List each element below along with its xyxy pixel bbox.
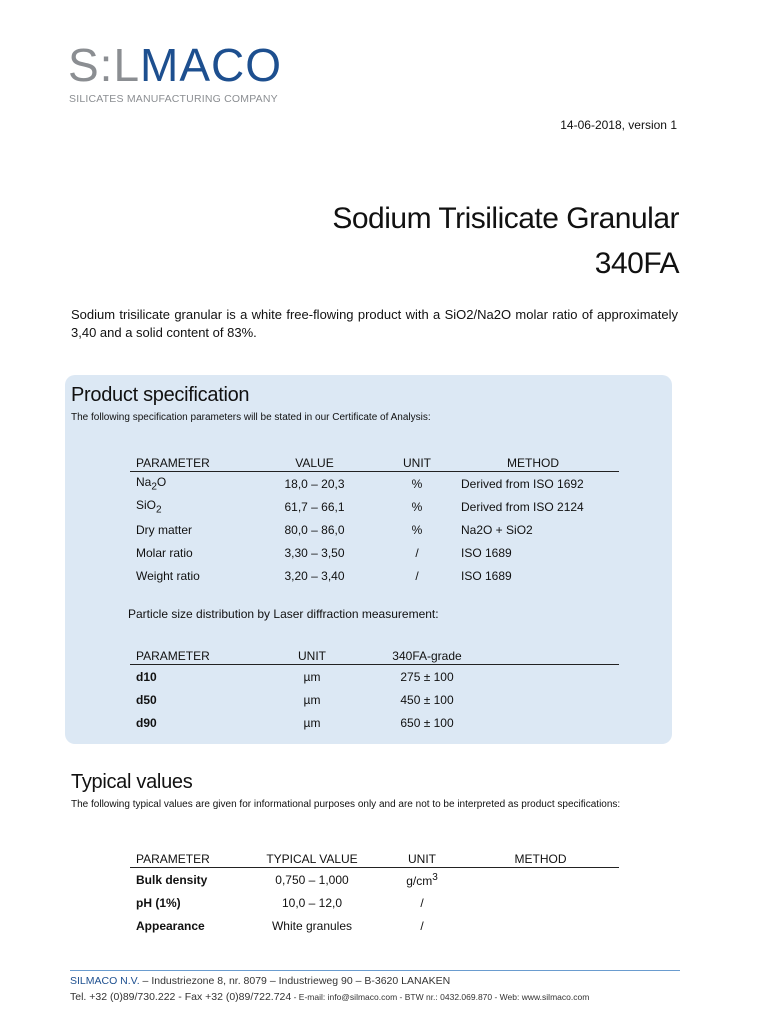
method-cell — [462, 891, 619, 914]
typical-note: The following typical values are given for informational purposes only and are not to be interpreted as product specifications: — [71, 799, 621, 810]
logo-tagline: SILICATES MANUFACTURING COMPANY — [69, 93, 278, 105]
value-cell: 3,30 – 3,50 — [284, 545, 345, 560]
value-cell: 0,750 – 1,000 — [275, 872, 349, 887]
param-cell: Molar ratio — [136, 545, 193, 560]
method-cell: Na2O + SiO2 — [461, 522, 533, 537]
method-cell — [462, 914, 619, 937]
psd-title: Particle size distribution by Laser diffraction measurement: — [128, 607, 439, 621]
value-cell: 18,0 – 20,3 — [284, 476, 345, 491]
param-cell: Weight ratio — [136, 568, 200, 583]
unit-cell: $g/cm^3$ — [406, 871, 438, 888]
param-cell: pH (1%) — [136, 895, 181, 910]
table-row — [130, 914, 619, 937]
method-cell: Derived from ISO 1692 — [461, 476, 584, 491]
spec-table-header — [130, 455, 619, 472]
unit-cell: / — [420, 918, 424, 933]
value-cell: 650 ± 100 — [400, 715, 454, 730]
logo-wordmark-blue: MACO — [140, 39, 283, 91]
header-parameter: PARAMETER — [130, 648, 242, 665]
empty-cell — [472, 688, 619, 711]
logo-wordmark — [68, 40, 282, 90]
table-row — [130, 495, 619, 518]
unit-cell: % — [411, 522, 423, 537]
param-cell: Bulk density — [136, 872, 208, 887]
method-cell — [462, 868, 619, 892]
footer-contact-line — [70, 991, 589, 1003]
value-cell: 450 ± 100 — [400, 692, 454, 707]
value-cell: White granules — [271, 918, 353, 933]
header-unit: UNIT — [242, 648, 382, 665]
table-row — [130, 518, 619, 541]
unit-cell: / — [415, 545, 419, 560]
typical-heading: Typical values — [71, 771, 193, 793]
header-method: METHOD — [447, 455, 619, 472]
footer-address: – Industriezone 8, nr. 8079 – Industrieweg 90 – B-3620 LANAKEN — [139, 975, 451, 987]
logo-wordmark-gray: S:L — [68, 39, 141, 91]
footer-contact-small: - E-mail: info@silmaco.com - BTW nr.: 0432.069.870 - Web: www.silmaco.com — [291, 992, 590, 1002]
table-row — [130, 868, 619, 892]
typical-table — [130, 851, 619, 937]
param-cell: d50 — [136, 692, 157, 707]
header-empty — [472, 648, 619, 665]
table-row — [130, 688, 619, 711]
spec-table — [130, 455, 619, 587]
header-parameter: PARAMETER — [130, 851, 242, 868]
psd-table — [130, 648, 619, 734]
header-grade: 340FA-grade — [382, 648, 472, 665]
document-title: Sodium Trisilicate Granular — [332, 202, 679, 235]
param-cell: Appearance — [136, 918, 205, 933]
header-parameter: PARAMETER — [130, 455, 242, 472]
table-row — [130, 564, 619, 587]
param-cell: d90 — [136, 715, 157, 730]
table-row — [130, 541, 619, 564]
param-cell: $Na_2O$ — [136, 474, 167, 493]
footer-address-line — [70, 975, 450, 987]
method-cell: ISO 1689 — [461, 568, 512, 583]
footer-divider — [70, 970, 680, 971]
value-cell: 61,7 – 66,1 — [284, 499, 345, 514]
unit-cell: µm — [303, 692, 321, 707]
param-cell: Dry matter — [136, 522, 193, 537]
param-cell: SiO$_2$ — [136, 497, 162, 516]
header-unit: UNIT — [387, 455, 447, 472]
header-unit: UNIT — [382, 851, 462, 868]
unit-cell: % — [411, 499, 423, 514]
empty-cell — [472, 711, 619, 734]
table-row — [130, 891, 619, 914]
document-title-code: 340FA — [594, 247, 679, 280]
unit-cell: µm — [303, 669, 321, 684]
unit-cell: % — [411, 476, 423, 491]
table-row — [130, 711, 619, 734]
psd-table-header — [130, 648, 619, 665]
header-typical-value: TYPICAL VALUE — [242, 851, 382, 868]
method-cell: ISO 1689 — [461, 545, 512, 560]
empty-cell — [472, 665, 619, 689]
header-method: METHOD — [462, 851, 619, 868]
table-row — [130, 665, 619, 689]
typical-table-header — [130, 851, 619, 868]
spec-note: The following specification parameters will be stated in our Certificate of Analysis: — [71, 412, 431, 423]
spec-heading: Product specification — [71, 384, 250, 406]
method-cell: Derived from ISO 2124 — [461, 499, 584, 514]
value-cell: 10,0 – 12,0 — [281, 895, 343, 910]
unit-cell: µm — [303, 715, 321, 730]
header-value: VALUE — [242, 455, 387, 472]
intro-paragraph: Sodium trisilicate granular is a white free-flowing product with a SiO2/Na2O molar ratio of approximately 3,40 and a solid content of 83%. — [71, 307, 678, 340]
value-cell: 275 ± 100 — [400, 669, 454, 684]
footer-tel-fax: Tel. +32 (0)89/730.222 - Fax +32 (0)89/722.724 — [70, 991, 292, 1003]
param-cell: d10 — [136, 669, 157, 684]
document-version: 14-06-2018, version 1 — [560, 118, 677, 132]
unit-cell: / — [420, 895, 424, 910]
footer-company: SILMACO N.V. — [70, 975, 140, 987]
unit-cell: / — [415, 568, 419, 583]
value-cell: 3,20 – 3,40 — [284, 568, 345, 583]
company-logo — [68, 40, 288, 110]
table-row — [130, 472, 619, 496]
value-cell: 80,0 – 86,0 — [284, 522, 345, 537]
